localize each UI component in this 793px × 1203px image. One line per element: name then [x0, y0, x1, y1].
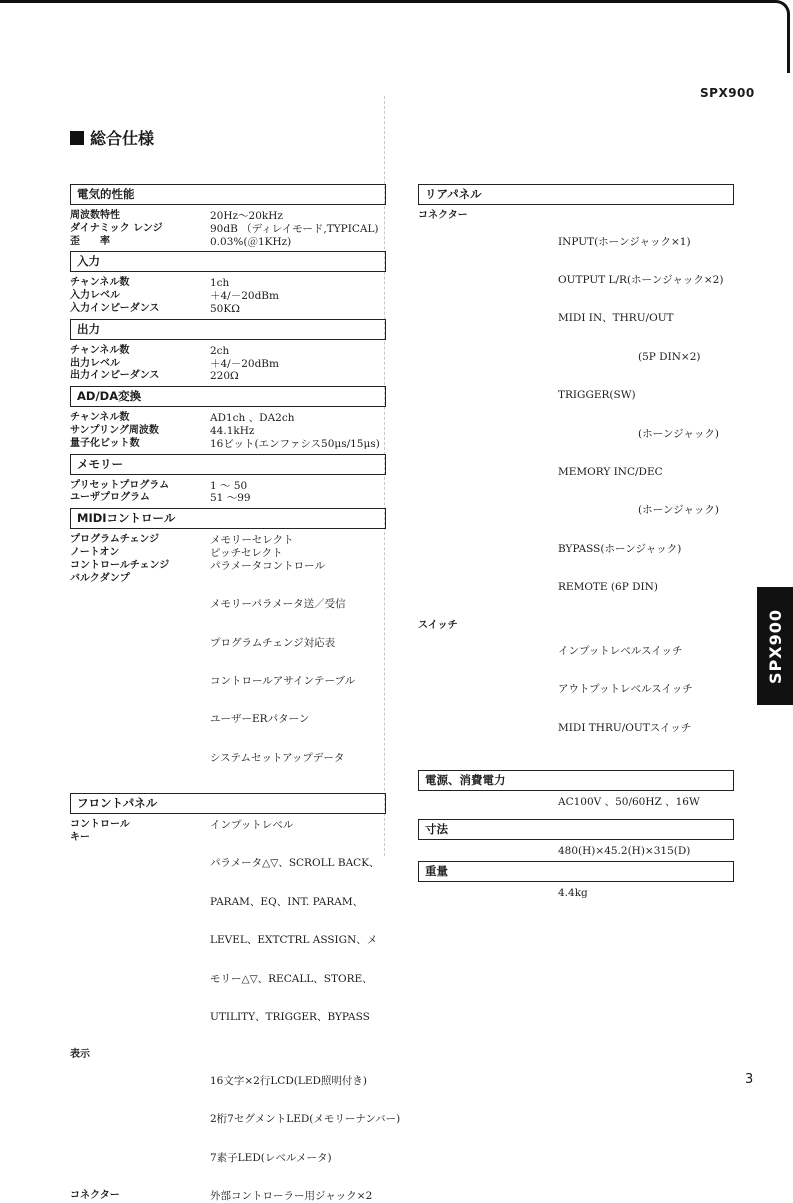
- right-spec-column: [418, 184, 734, 900]
- spec-row: [70, 534, 386, 547]
- spec-value: パラメータ△▽、SCROLL BACK、 PARAM、EQ、INT. PARAM、 LEVEL、EXTCTRL ASSIGN、メ モリー△▽、RECALL、STORE、 UTILITY、TRIGGER、BYPASS: [210, 857, 380, 1024]
- spec-label: コネクター: [418, 210, 468, 221]
- spec-row: [70, 358, 386, 371]
- spec-value: ＋4/－20dBm: [210, 357, 279, 370]
- spec-label: 周波数特性: [70, 210, 120, 221]
- spec-value: ピッチセレクト: [210, 546, 283, 559]
- section-header: メモリー: [70, 454, 386, 475]
- spec-row: [70, 1049, 401, 1190]
- spec-value: パラメータコントロール: [210, 559, 325, 572]
- spec-row: [70, 480, 386, 493]
- spec-row: [70, 277, 386, 290]
- top-border-line: [0, 0, 775, 3]
- spec-row: [70, 438, 386, 451]
- page-number: 3: [745, 1072, 754, 1087]
- spec-value: 51 ～99: [210, 492, 251, 505]
- spec-label: チャンネル数: [70, 412, 130, 424]
- square-bullet-icon: [70, 131, 84, 145]
- spec-value: 44.1kHz: [210, 424, 255, 437]
- section-header: 入力: [70, 251, 386, 272]
- spec-label: チャンネル数: [70, 277, 130, 289]
- spec-value: AC100V 、50/60HZ 、16W: [558, 796, 700, 809]
- spec-value: 16文字×2行LCD(LED照明付き) 2桁7セグメントLED(メモリーナンバー) 7素子LED(レベルメータ): [210, 1075, 401, 1164]
- section-header: リアパネル: [418, 184, 734, 205]
- side-tab: [757, 587, 793, 705]
- spec-value: ＋4/－20dBm: [210, 290, 279, 303]
- spec-row: [70, 236, 386, 249]
- spec-label: コントロール: [70, 819, 130, 831]
- spec-value: 0.03%(＠1KHz): [210, 235, 292, 248]
- spec-row: [70, 573, 386, 791]
- spec-row: [70, 370, 386, 383]
- spec-value: インプットレベルスイッチ アウトプットレベルスイッチ MIDI THRU/OUTスイッチ: [558, 645, 693, 734]
- spec-value: 1 ～ 50: [210, 479, 248, 492]
- spec-value: 50KΩ: [210, 302, 240, 315]
- spec-label: サンプリング周波数: [70, 424, 159, 436]
- spec-label: キー: [70, 831, 90, 843]
- spec-value: メモリーパラメータ送／受信 プログラムチェンジ対応表 コントロールアサインテーブル ユーザーERパターン システムセットアップデータ: [210, 598, 356, 764]
- spec-label: チャンネル数: [70, 344, 130, 356]
- left-spec-column: [70, 184, 401, 1203]
- spec-row: [70, 412, 386, 425]
- spec-row: [70, 210, 386, 223]
- spec-value: 20Hz～20kHz: [210, 210, 283, 222]
- spec-label: バルクダンプ: [70, 572, 130, 584]
- section-header: 電気的性能: [70, 184, 386, 205]
- spec-row: [418, 620, 734, 761]
- side-tab-label: SPX900: [765, 608, 785, 684]
- spec-label: 入力インピーダンス: [70, 302, 160, 314]
- page-corner-border: [775, 0, 790, 73]
- spec-row: [70, 1190, 386, 1203]
- spec-label: プリセットプログラム: [70, 479, 170, 491]
- spec-row: [418, 845, 734, 858]
- spec-value: 4.4kg: [558, 886, 588, 899]
- section-header: MIDIコントロール: [70, 508, 386, 529]
- section-header: 出力: [70, 319, 386, 340]
- page-title: [70, 126, 154, 149]
- spec-row: [418, 887, 734, 900]
- spec-label: ユーザプログラム: [70, 492, 150, 504]
- page-title-text: 総合仕様: [90, 129, 155, 148]
- spec-row: [70, 290, 386, 303]
- section-header: 重量: [418, 861, 734, 882]
- section-header: フロントパネル: [70, 793, 386, 814]
- spec-label: 出力レベル: [70, 357, 120, 369]
- spec-row: [70, 303, 386, 316]
- model-name: SPX900: [700, 86, 755, 100]
- spec-row: [70, 560, 386, 573]
- spec-row: [70, 492, 386, 505]
- spec-label: 出力インピーダンス: [70, 370, 160, 382]
- spec-label: コントロールチェンジ: [70, 559, 170, 571]
- spec-label: 表示: [70, 1049, 90, 1061]
- spec-label: ノートオン: [70, 546, 120, 558]
- spec-value: 220Ω: [210, 370, 239, 383]
- spec-label: プログラムチェンジ: [70, 534, 160, 546]
- spec-label: ダイナミック レンジ: [70, 222, 163, 234]
- spec-label: コネクター: [70, 1190, 120, 1202]
- spec-label: 歪 率: [70, 235, 110, 247]
- spec-label: [418, 887, 558, 900]
- spec-row: [418, 210, 734, 620]
- spec-row: [70, 547, 386, 560]
- section-header: 寸法: [418, 819, 734, 840]
- section-header: 電源、消費電力: [418, 770, 734, 791]
- spec-label: スイッチ: [418, 619, 458, 631]
- spec-label: 量子化ビット数: [70, 437, 140, 449]
- spec-value: 1ch: [210, 277, 230, 290]
- spec-value: INPUT(ホーンジャック×1) OUTPUT L/R(ホーンジャック×2) MIDI IN、THRU/OUT (5P DIN×2) TRIGGER(SW) (ホーンジャック) MEMORY INC/DEC (ホーンジャック) BYPASS(ホーンジャック) REMOTE (6P DIN): [558, 235, 724, 594]
- spec-value: AD1ch 、DA2ch: [210, 412, 295, 425]
- spec-value: インプットレベル: [210, 819, 294, 832]
- spec-row: [70, 345, 386, 358]
- spec-label: [418, 796, 558, 809]
- spec-value: 2ch: [210, 344, 230, 357]
- spec-label: 入力レベル: [70, 290, 120, 302]
- spec-value: 外部コントローラー用ジャック×2: [210, 1190, 373, 1203]
- spec-value: 90dB （ディレイモード,TYPICAL): [210, 222, 379, 235]
- spec-row: [70, 832, 386, 1050]
- spec-label: [418, 845, 558, 858]
- spec-row: [418, 796, 734, 809]
- spec-row: [70, 425, 386, 438]
- spec-value: メモリーセレクト: [210, 534, 294, 547]
- spec-value: 480(H)×45.2(H)×315(D): [558, 845, 691, 858]
- spec-value: 16ビット(エンファシス50μs/15μs): [210, 437, 380, 450]
- spec-row: [70, 819, 386, 832]
- section-header: AD/DA変換: [70, 386, 386, 407]
- spec-row: [70, 223, 386, 236]
